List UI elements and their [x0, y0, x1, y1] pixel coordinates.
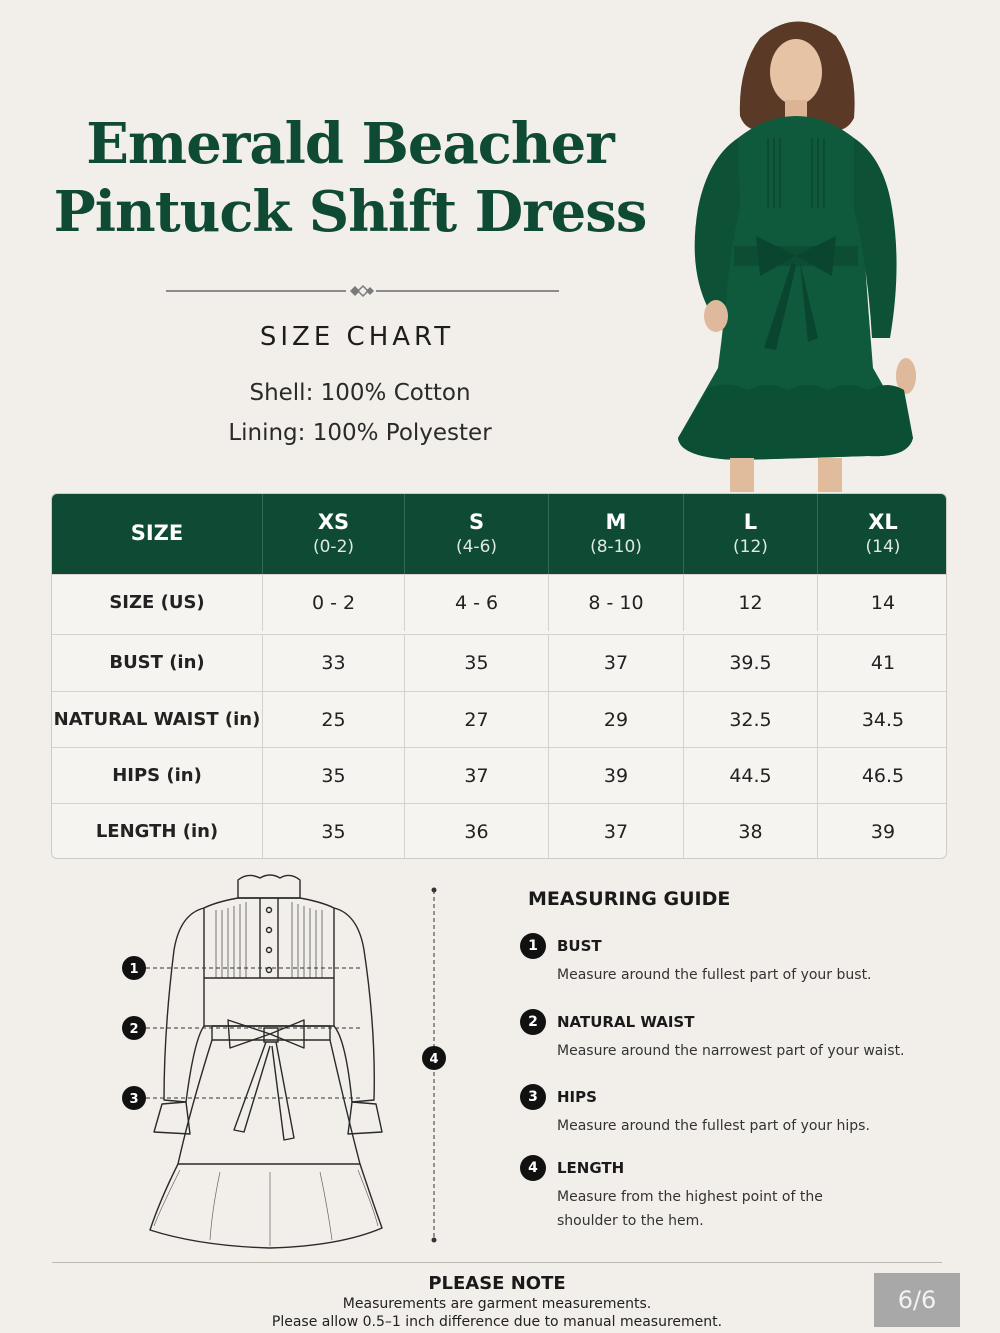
table-cell: 29 — [549, 692, 684, 748]
table-cell: 44.5 — [684, 748, 818, 804]
header-size-range: (4-6) — [455, 537, 498, 557]
table-cell: 39 — [549, 748, 684, 804]
table-header — [52, 494, 947, 574]
table-cell: 37 — [549, 635, 684, 691]
guide-item-name: NATURAL WAIST — [557, 1013, 695, 1031]
dress-sketch — [120, 870, 460, 1260]
guide-item-desc: Measure from the highest point of the shoulder to the hem. — [557, 1189, 823, 1229]
table-cell: 32.5 — [684, 692, 818, 748]
header-size-name: L — [743, 510, 758, 534]
table-cell: 39.5 — [684, 635, 818, 691]
table-cell: 14 — [870, 592, 896, 614]
header-col-l — [684, 494, 818, 574]
size-table — [51, 493, 947, 859]
guide-item-name: BUST — [557, 937, 602, 955]
size-chart-heading: SIZE CHART — [259, 322, 455, 352]
guide-item-desc: Measure around the narrowest part of your waist. — [557, 1043, 905, 1059]
row-label: HIPS (in) — [52, 748, 263, 804]
header-col-xs — [263, 494, 405, 574]
guide-item-desc: Measure around the fullest part of your bust. — [557, 967, 872, 983]
table-cell: 35 — [263, 804, 405, 859]
guide-item-name: LENGTH — [557, 1159, 625, 1177]
header-col-s — [405, 494, 549, 574]
header-col-xl — [818, 494, 947, 574]
table-row — [52, 691, 947, 747]
table-cell: 41 — [870, 652, 896, 674]
guide-item-desc: Measure around the fullest part of your hips. — [557, 1118, 870, 1134]
product-title — [40, 110, 660, 246]
table-cell: 27 — [405, 692, 549, 748]
product-title-line1: Emerald Beacher — [86, 111, 614, 177]
header-size-range: (12) — [733, 537, 768, 557]
shell-fabric: Shell: 100% Cotton — [249, 380, 471, 406]
guide-number-badge: 2 — [520, 1009, 546, 1035]
marker-3-label: 3 — [129, 1092, 139, 1107]
header-size-name: M — [605, 510, 627, 534]
table-cell: 35 — [405, 635, 549, 691]
guide-number-badge: 1 — [520, 933, 546, 959]
header-size-name: S — [468, 510, 485, 534]
table-row — [52, 574, 947, 630]
marker-2-label: 2 — [129, 1022, 139, 1037]
model-photo — [668, 8, 930, 492]
guide-number-badge: 3 — [520, 1084, 546, 1110]
marker-4-label: 4 — [429, 1052, 439, 1067]
table-cell: 8 - 10 — [549, 575, 684, 631]
note-divider — [52, 1262, 942, 1263]
table-cell: 36 — [405, 804, 549, 859]
header-size-name: XS — [317, 510, 350, 534]
row-label: BUST (in) — [52, 635, 263, 691]
table-cell: 35 — [263, 748, 405, 804]
table-cell: 37 — [405, 748, 549, 804]
header-col-m — [549, 494, 684, 574]
table-cell: 37 — [549, 804, 684, 859]
header-size-label — [52, 494, 263, 574]
table-cell: 12 — [684, 575, 818, 631]
note-title: PLEASE NOTE — [428, 1273, 566, 1294]
table-cell: 4 - 6 — [405, 575, 549, 631]
row-label: NATURAL WAIST (in) — [52, 692, 263, 748]
table-cell: 46.5 — [861, 765, 905, 787]
note-line-2: Please allow 0.5–1 inch difference due to manual measurement. — [271, 1314, 723, 1330]
table-cell: 33 — [263, 635, 405, 691]
measuring-guide-title: MEASURING GUIDE — [528, 888, 731, 910]
table-row — [52, 803, 947, 859]
note-line-1: Measurements are garment measurements. — [342, 1296, 652, 1312]
guide-number-badge: 4 — [520, 1155, 546, 1181]
header-size-range: (14) — [865, 537, 901, 557]
header-size-range: (0-2) — [312, 537, 355, 557]
table-row — [52, 747, 947, 803]
header-size-name: XL — [868, 510, 898, 534]
table-cell: 0 - 2 — [263, 575, 405, 631]
table-cell: 38 — [684, 804, 818, 859]
product-title-line2: Pintuck Shift Dress — [53, 179, 647, 245]
header-size-text: SIZE — [130, 521, 184, 545]
row-label: LENGTH (in) — [52, 804, 263, 859]
lining-fabric: Lining: 100% Polyester — [228, 420, 492, 446]
table-row — [52, 634, 947, 690]
page-indicator[interactable]: 6/6 — [874, 1273, 960, 1327]
diamond-ornament-icon — [346, 284, 376, 298]
table-cell: 39 — [870, 821, 896, 843]
marker-1-label: 1 — [129, 962, 139, 977]
header-size-range: (8-10) — [590, 537, 642, 557]
row-label: SIZE (US) — [52, 575, 263, 631]
table-cell: 34.5 — [861, 709, 905, 731]
table-cell: 25 — [263, 692, 405, 748]
guide-item-name: HIPS — [557, 1088, 597, 1106]
